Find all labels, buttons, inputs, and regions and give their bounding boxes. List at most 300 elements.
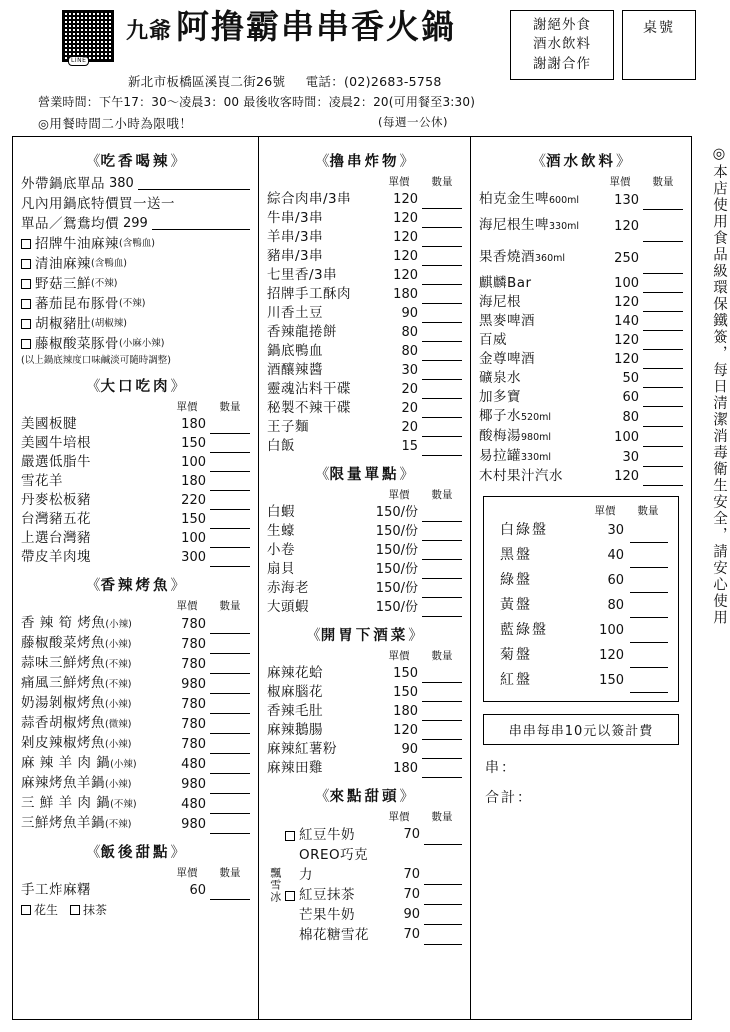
- checkbox-row[interactable]: [21, 314, 250, 334]
- qty-field[interactable]: [422, 403, 462, 418]
- qty-field[interactable]: [210, 699, 250, 714]
- summary-row-total[interactable]: [485, 783, 679, 813]
- item-name: 香辣毛肚: [267, 703, 323, 719]
- qty-field[interactable]: [643, 316, 683, 331]
- qty-field[interactable]: [422, 507, 462, 522]
- item-note: (小辣): [105, 779, 132, 790]
- item-price: 780: [181, 717, 206, 732]
- qty-field[interactable]: [422, 744, 462, 759]
- list-item: [267, 247, 462, 266]
- list-item: [479, 274, 683, 293]
- list-item[interactable]: [285, 845, 462, 885]
- item-name: 上選台灣豬: [21, 530, 91, 546]
- item-name: 秘製不辣干碟: [267, 400, 351, 416]
- phone-text: 電話：(02)2683-5758: [305, 74, 442, 89]
- qty-field[interactable]: [422, 308, 462, 323]
- item-price: 180: [181, 417, 206, 432]
- qty-field[interactable]: [422, 213, 462, 228]
- list-item: [479, 388, 683, 407]
- item-name: 黑麥啤酒: [479, 313, 535, 329]
- section-heading-appetizer: 《開胃下酒菜》: [306, 627, 423, 644]
- qty-header: 數量: [431, 176, 453, 188]
- qty-field[interactable]: [424, 870, 462, 885]
- list-item: [479, 447, 683, 467]
- item-price: 20: [401, 382, 418, 397]
- qty-field[interactable]: [210, 476, 250, 491]
- list-item: [267, 304, 462, 323]
- list-item: [479, 467, 683, 486]
- qty-field[interactable]: [643, 259, 683, 274]
- sweet-section: [267, 825, 462, 945]
- qty-field[interactable]: [210, 739, 250, 754]
- qty-field[interactable]: [422, 194, 462, 209]
- item-name: 靈魂沾料干碟: [267, 381, 351, 397]
- qty-field[interactable]: [643, 278, 683, 293]
- item-name: 手工炸麻糬: [21, 882, 91, 898]
- qty-field[interactable]: [422, 583, 462, 598]
- column-headers: [267, 174, 462, 189]
- qty-field[interactable]: [643, 452, 683, 467]
- item-name: 雪花羊: [21, 473, 63, 489]
- qty-field[interactable]: [630, 578, 668, 593]
- checkbox[interactable]: [285, 891, 295, 901]
- qty-field[interactable]: [643, 471, 683, 486]
- list-item: [267, 598, 462, 617]
- qty-field[interactable]: [210, 495, 250, 510]
- item-price: 150/份: [375, 543, 418, 558]
- list-item: [21, 774, 250, 794]
- item-name: 帶皮羊肉塊: [21, 549, 91, 565]
- qty-field[interactable]: [210, 759, 250, 774]
- checkbox-row[interactable]: [21, 274, 250, 294]
- qty-field[interactable]: [643, 432, 683, 447]
- checkbox[interactable]: [21, 299, 31, 309]
- item-price: 15: [401, 439, 418, 454]
- item-name: 生蠔: [267, 523, 295, 539]
- item-name: 麻辣田雞: [267, 760, 323, 776]
- list-item: [267, 342, 462, 361]
- item-price: 180: [181, 474, 206, 489]
- qty-field[interactable]: [630, 528, 668, 543]
- qty-header: 數量: [219, 401, 241, 413]
- item-price: 120: [393, 192, 418, 207]
- item-name: 麻辣紅薯粉: [267, 741, 337, 757]
- qty-field[interactable]: [630, 553, 668, 568]
- item-price: 30: [401, 363, 418, 378]
- option-peanut[interactable]: [21, 901, 58, 919]
- item-price: 480: [181, 797, 206, 812]
- list-item: [267, 721, 462, 740]
- item-name: 剁皮辣椒烤魚: [21, 735, 105, 751]
- list-item: [21, 674, 250, 694]
- item-volume: 330ml: [521, 452, 552, 463]
- price-header: 單價: [176, 600, 198, 612]
- list-item: [267, 209, 462, 228]
- checkbox-row[interactable]: [21, 334, 250, 354]
- column-headers: [21, 865, 250, 880]
- item-price: 100: [614, 276, 639, 291]
- list-item: [267, 759, 462, 778]
- list-item: [267, 740, 462, 759]
- item-price: 80: [401, 344, 418, 359]
- item-price: 30: [622, 450, 639, 465]
- qty-field[interactable]: [210, 659, 250, 674]
- item-note: (胡椒辣): [91, 318, 127, 329]
- item-name: 紅豆牛奶: [299, 827, 355, 843]
- list-item: [267, 418, 462, 437]
- item-name: 蒜香胡椒烤魚: [21, 715, 105, 731]
- item-volume: 360ml: [535, 253, 566, 264]
- table-number-box[interactable]: 桌號: [622, 10, 696, 80]
- item-price: 80: [401, 325, 418, 340]
- item-price: 30: [607, 523, 624, 538]
- qty-field[interactable]: [210, 552, 250, 567]
- list-item: [267, 190, 462, 209]
- list-item: [267, 399, 462, 418]
- checkbox[interactable]: [21, 239, 31, 249]
- closed-day-note: (每週一公休): [378, 115, 448, 129]
- item-price: 60: [189, 883, 206, 898]
- item-name: 麻 辣 羊 肉 鍋: [21, 755, 111, 771]
- qty-field[interactable]: [422, 327, 462, 342]
- item-name: 麻辣花蛤: [267, 665, 323, 681]
- qty-field[interactable]: [643, 335, 683, 350]
- list-item: [21, 214, 250, 234]
- list-item: [267, 522, 462, 541]
- list-item: [267, 702, 462, 721]
- section-heading-meat: 《大口吃肉》: [86, 378, 185, 395]
- section-heading-dessert: 《飯後甜點》: [86, 844, 185, 861]
- price-header: 單價: [388, 650, 410, 662]
- list-item: [494, 668, 668, 693]
- option-matcha[interactable]: [70, 901, 107, 919]
- menu-body: [12, 136, 692, 1020]
- qty-field[interactable]: [422, 602, 462, 617]
- item-price: 100: [599, 623, 624, 638]
- item-name: 扇貝: [267, 561, 295, 577]
- qty-field[interactable]: [422, 545, 462, 560]
- qty-field[interactable]: [210, 819, 250, 834]
- qty-field[interactable]: [422, 668, 462, 683]
- section-heading-sweet: 《來點甜頭》: [315, 788, 414, 805]
- item-price: 150/份: [375, 600, 418, 615]
- item-price: 120: [614, 333, 639, 348]
- column-headers: [267, 487, 462, 502]
- list-item[interactable]: [285, 885, 462, 905]
- item-price: 300: [181, 550, 206, 565]
- qty-field[interactable]: [422, 251, 462, 266]
- list-item[interactable]: [285, 825, 462, 845]
- item-name: 小卷: [267, 542, 295, 558]
- item-name: 椰子水: [479, 408, 521, 424]
- qty-field[interactable]: [424, 830, 462, 845]
- item-name: 外帶鍋底單品: [21, 176, 105, 192]
- item-price: 40: [607, 548, 624, 563]
- item-price: 90: [401, 306, 418, 321]
- order-summary: [485, 753, 679, 813]
- list-item: [21, 529, 250, 548]
- qty-field[interactable]: [643, 354, 683, 369]
- list-item: [267, 323, 462, 342]
- item-note: (小辣): [110, 759, 137, 770]
- qty-field[interactable]: [210, 679, 250, 694]
- item-price: 150/份: [375, 562, 418, 577]
- qty-field[interactable]: [643, 392, 683, 407]
- column-headers: [267, 648, 462, 663]
- qty-field[interactable]: [422, 346, 462, 361]
- item-price: 780: [181, 697, 206, 712]
- qty-header: 數量: [652, 176, 674, 188]
- item-price: 120: [393, 230, 418, 245]
- item-name: 美國牛培根: [21, 435, 91, 451]
- item-name: 招牌牛油麻辣: [35, 236, 119, 252]
- item-price: 380: [109, 176, 134, 191]
- qty-field[interactable]: [424, 890, 462, 905]
- list-item: [21, 754, 250, 774]
- list-item: [267, 664, 462, 683]
- summary-row-skewers[interactable]: [485, 753, 679, 783]
- price-header: 單價: [388, 489, 410, 501]
- item-note: (不辣): [105, 819, 132, 830]
- item-price: 980: [181, 777, 206, 792]
- qty-field[interactable]: [422, 289, 462, 304]
- item-price: 60: [607, 573, 624, 588]
- qty-field[interactable]: [422, 706, 462, 721]
- qty-field[interactable]: [422, 526, 462, 541]
- checkbox[interactable]: [21, 279, 31, 289]
- list-item: [494, 618, 668, 643]
- list-item[interactable]: [285, 905, 462, 925]
- qty-field[interactable]: [630, 653, 668, 668]
- qty-field[interactable]: [422, 763, 462, 778]
- list-item: [21, 491, 250, 510]
- qty-field[interactable]: [630, 603, 668, 618]
- dining-time-note: [38, 114, 720, 132]
- qty-field[interactable]: [422, 365, 462, 380]
- list-item[interactable]: [285, 925, 462, 945]
- item-price: 150/份: [375, 505, 418, 520]
- dining-time-text: ◎用餐時間二小時為限哦！: [38, 116, 193, 131]
- item-note: (小辣): [105, 739, 132, 750]
- item-name: 柏克金生啤: [479, 191, 549, 207]
- qty-field[interactable]: [422, 441, 462, 456]
- list-item: [494, 593, 668, 618]
- checkbox[interactable]: [21, 319, 31, 329]
- item-price: 780: [181, 637, 206, 652]
- list-item: [21, 654, 250, 674]
- item-price: 120: [614, 352, 639, 367]
- item-name: 海尼根生啤: [479, 217, 549, 233]
- item-name: 鍋底鴨血: [267, 343, 323, 359]
- item-name: 紅盤: [500, 672, 532, 688]
- item-price: 140: [614, 314, 639, 329]
- checkbox[interactable]: [21, 339, 31, 349]
- price-header: 單價: [176, 401, 198, 413]
- qty-field[interactable]: [630, 678, 668, 693]
- item-note: (小麻小辣): [119, 338, 165, 349]
- summary-label: 串：: [485, 760, 517, 776]
- item-price: 90: [403, 907, 420, 922]
- qty-header: 數量: [431, 650, 453, 662]
- item-price: 180: [393, 287, 418, 302]
- item-price: 50: [622, 371, 639, 386]
- qty-field[interactable]: [210, 438, 250, 453]
- qty-field[interactable]: [643, 373, 683, 388]
- list-item: [21, 694, 250, 714]
- price-header: 單價: [609, 176, 631, 188]
- qty-field[interactable]: [643, 227, 683, 242]
- qty-field[interactable]: [422, 232, 462, 247]
- item-name: 胡椒豬肚: [35, 316, 91, 332]
- list-item: [479, 407, 683, 427]
- item-price: 480: [181, 757, 206, 772]
- item-name: 黃盤: [500, 597, 532, 613]
- qty-field[interactable]: [210, 514, 250, 529]
- item-price: 299: [123, 216, 148, 231]
- item-price: 120: [599, 648, 624, 663]
- list-item: [21, 634, 250, 654]
- item-name: 酒釀辣醬: [267, 362, 323, 378]
- item-note: (小辣): [105, 619, 132, 630]
- menu-header: [0, 0, 730, 132]
- item-name: 綠盤: [500, 572, 532, 588]
- qty-field[interactable]: [210, 619, 250, 634]
- item-price: 80: [607, 598, 624, 613]
- section-heading-skewers: 《擼串炸物》: [315, 153, 414, 170]
- list-item: [479, 242, 683, 274]
- qty-field[interactable]: [210, 457, 250, 472]
- item-price: 100: [181, 455, 206, 470]
- qty-field[interactable]: [422, 384, 462, 399]
- qty-field[interactable]: [424, 930, 462, 945]
- item-price: 120: [393, 723, 418, 738]
- qty-field[interactable]: [643, 412, 683, 427]
- item-price: 150: [181, 436, 206, 451]
- list-item: [21, 194, 250, 214]
- qty-field[interactable]: [422, 564, 462, 579]
- list-item: [21, 472, 250, 491]
- item-name: 棉花糖雪花: [299, 927, 369, 943]
- item-name: 藤椒酸菜烤魚: [21, 635, 105, 651]
- item-price: 20: [401, 401, 418, 416]
- qty-field[interactable]: [210, 719, 250, 734]
- checkbox[interactable]: [70, 905, 80, 915]
- skewer-fee-note: 串串每串10元以簽計費: [483, 714, 679, 745]
- checkbox[interactable]: [21, 905, 31, 915]
- item-price: 20: [401, 420, 418, 435]
- list-item: [21, 881, 250, 900]
- list-item: [21, 434, 250, 453]
- column-drinks-plates: [471, 137, 691, 1019]
- list-item: [21, 415, 250, 434]
- list-item: [267, 266, 462, 285]
- qty-header: 數量: [219, 600, 241, 612]
- list-item: [21, 714, 250, 734]
- item-name: 金尊啤酒: [479, 351, 535, 367]
- qty-field[interactable]: [210, 639, 250, 654]
- item-price: 780: [181, 657, 206, 672]
- item-name: OREO巧克力: [299, 847, 369, 883]
- list-item: [479, 369, 683, 388]
- item-price: 80: [622, 410, 639, 425]
- column-headers: [21, 598, 250, 613]
- qty-field[interactable]: [210, 885, 250, 900]
- item-note: (不辣): [105, 679, 132, 690]
- list-item: [494, 568, 668, 593]
- item-name: 麻辣鵝腸: [267, 722, 323, 738]
- item-note: (微辣): [105, 719, 132, 730]
- qty-field[interactable]: [210, 779, 250, 794]
- plate-price-box: [483, 496, 679, 702]
- item-price: 120: [393, 249, 418, 264]
- item-name: 豬串/3串: [267, 248, 324, 264]
- item-name: 加多寶: [479, 389, 521, 405]
- list-item: [479, 210, 683, 242]
- item-price: 150: [393, 666, 418, 681]
- item-name: 香 辣 筍 烤魚: [21, 615, 106, 631]
- list-item: [21, 174, 250, 194]
- list-item: [21, 794, 250, 814]
- qty-field[interactable]: [422, 725, 462, 740]
- column-headers: [494, 503, 668, 518]
- qty-header: 數量: [431, 489, 453, 501]
- business-hours: 營業時間：下午17：30～凌晨3：00 最後收客時間：凌晨2：20(可用餐至3:30): [38, 95, 476, 109]
- item-name: 蕃茄昆布豚骨: [35, 296, 119, 312]
- item-name: 丹麥松板豬: [21, 492, 91, 508]
- checkbox-row[interactable]: [21, 254, 250, 274]
- list-item: [21, 814, 250, 834]
- item-note: (不辣): [91, 278, 118, 289]
- list-item: [21, 614, 250, 634]
- item-name: 黑盤: [500, 547, 532, 563]
- checkbox-row[interactable]: [21, 294, 250, 314]
- section-heading-limited: 《限量單點》: [315, 466, 414, 483]
- qty-field[interactable]: [210, 419, 250, 434]
- qty-field[interactable]: [422, 270, 462, 285]
- checkbox[interactable]: [285, 831, 295, 841]
- qty-field[interactable]: [210, 533, 250, 548]
- qty-field[interactable]: [643, 195, 683, 210]
- item-name: 單品／鴛鴦均價: [21, 216, 119, 232]
- qty-field[interactable]: [210, 799, 250, 814]
- item-name: 百威: [479, 332, 507, 348]
- qty-field[interactable]: [630, 628, 668, 643]
- column-headers: [21, 399, 250, 414]
- qty-field[interactable]: [422, 687, 462, 702]
- item-price: 100: [181, 531, 206, 546]
- list-item: [21, 453, 250, 472]
- header-boxes: [510, 10, 696, 80]
- list-item: [267, 285, 462, 304]
- checkbox-row[interactable]: [21, 234, 250, 254]
- list-item: [21, 548, 250, 567]
- item-price: 120: [393, 211, 418, 226]
- item-name: 牛串/3串: [267, 210, 324, 226]
- list-item: [267, 560, 462, 579]
- qty-field[interactable]: [643, 297, 683, 312]
- qty-header: 數量: [637, 505, 659, 517]
- price-header: 單價: [388, 811, 410, 823]
- restaurant-title: 阿撸霸串串香火鍋: [176, 7, 457, 46]
- qty-field[interactable]: [424, 910, 462, 925]
- item-price: 120: [614, 469, 639, 484]
- item-name: 蒜味三鮮烤魚: [21, 655, 105, 671]
- item-price: 100: [614, 430, 639, 445]
- qty-field[interactable]: [422, 422, 462, 437]
- item-note: (不辣): [105, 659, 132, 670]
- item-price: 180: [393, 761, 418, 776]
- checkbox[interactable]: [21, 259, 31, 269]
